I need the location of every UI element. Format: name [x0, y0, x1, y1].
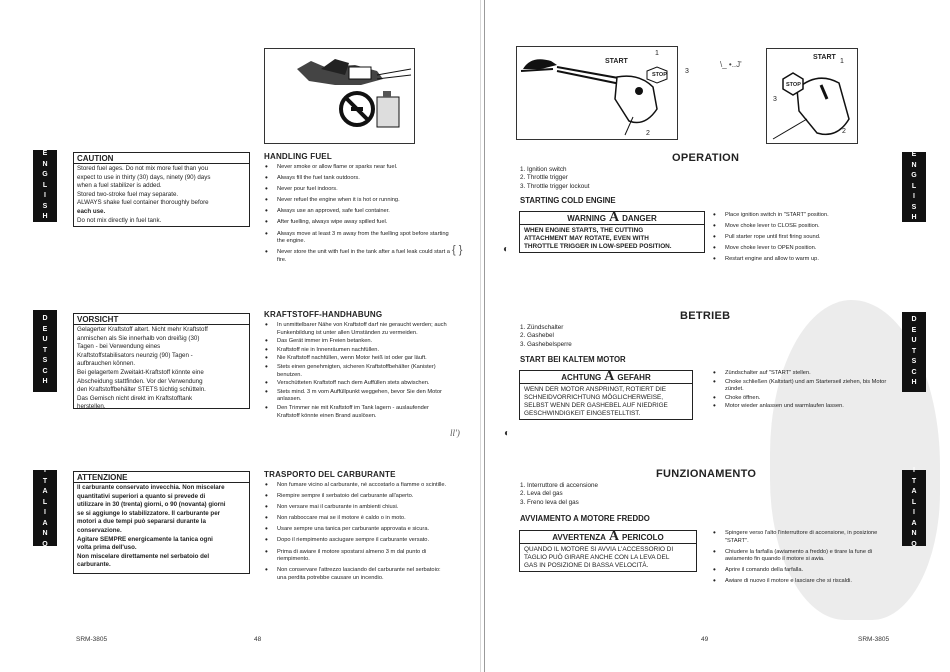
- list-item: • Kraftstoff nie in Innenräumen nachfüllen.: [264, 347, 450, 355]
- caution-line: expect to use in thirty (30) days, ninety (90) days: [77, 173, 211, 181]
- warning-line: QUANDO IL MOTORE SI AVVIA L'ACCESSORIO DI: [524, 546, 674, 553]
- tab-english: E N G L I S H: [902, 152, 926, 222]
- stop-label: STOP: [652, 72, 667, 78]
- warning-box: [519, 530, 697, 572]
- caution-title: CAUTION: [74, 154, 249, 164]
- step-item: • Place ignition switch in "START" position.: [712, 212, 872, 220]
- vorsicht-line: Bei gelagertem Zweitakt-Kraftstoff könnte eine: [77, 368, 204, 376]
- list-item: • Always use an approved, safe fuel container.: [264, 208, 450, 216]
- warning-line: GAS IN POSIZIONE DI BASSA VELOCITÀ.: [524, 562, 649, 569]
- step-item: • Move choke lever to CLOSE position.: [712, 223, 872, 231]
- list-item: • Non fumare vicino al carburante, né accostarlo a fiamme o scintille.: [264, 482, 450, 490]
- attenzione-line: motori a due tempi può separarsi durante la: [77, 518, 206, 526]
- tab-deutsch: D E U T S C H: [902, 312, 926, 392]
- warning-symbol: A: [604, 369, 615, 384]
- funzionamento-title: FUNZIONAMENTO: [656, 468, 757, 480]
- attenzione-line: utilizzare in 30 (trenta) giorni, o 90 (novanta) giorni: [77, 501, 226, 509]
- step-item: • Aprire il comando della farfalla.: [712, 567, 894, 575]
- trasporto-section: [264, 470, 450, 586]
- caution-line: Stored two-stroke fuel may separate.: [77, 190, 179, 198]
- vorsicht-line: Tagen - bei Verwendung eines: [77, 343, 161, 351]
- warning-label: WARNING: [567, 214, 606, 223]
- warning-line: SELBST WENN DER GASHEBEL AUF NIEDRIGE: [524, 402, 668, 409]
- vorsicht-line: Kraftstoffstabilisators neunzig (90) Tagen -: [77, 351, 193, 359]
- model-number: SRM-3805: [858, 636, 890, 643]
- list-item: • Non versare mai il carburante in ambienti chiusi.: [264, 504, 450, 512]
- warning-line: THROTTLE TRIGGER IN LOW-SPEED POSITION.: [524, 243, 672, 250]
- warning-line: WHEN ENGINE STARTS, THE CUTTING: [524, 227, 644, 234]
- tab-italiano: I T A L I A N O: [902, 470, 926, 546]
- caution-line: Do not mix directly in fuel tank.: [77, 216, 162, 224]
- vorsicht-box: [73, 313, 250, 409]
- part-list-item: 1. Zündschalter: [520, 324, 564, 331]
- step-item: • Awiare di nuovo il motore e lasciare che si riscaldi.: [712, 578, 894, 586]
- callout-number: 3: [773, 96, 777, 103]
- warning-line: WENN DER MOTOR ANSPRINGT, ROTIERT DIE: [524, 386, 667, 393]
- list-item: • Never refuel the engine when it is hot or running.: [264, 197, 450, 205]
- list-item: • Den Trimmer nie mit Kraftstoff im Tank lagern - auslaufender Kraftstoff könnte einen Brand auslösen.: [264, 405, 450, 420]
- avviamento-heading: AVVIAMENTO A MOTORE FREDDO: [520, 514, 650, 523]
- tab-english: E N G L I S H: [33, 150, 57, 222]
- part-list-item: 1. Ignition switch: [520, 166, 567, 173]
- danger-label: PERICOLO: [621, 533, 664, 542]
- no-smoking-illustration: [264, 48, 415, 144]
- callout-number: 2: [646, 130, 650, 137]
- image-artifact: \_ •..J': [720, 60, 742, 69]
- list-item: • Never smoke or allow flame or sparks near fuel.: [264, 164, 450, 172]
- callout-number: 1: [655, 50, 659, 57]
- step-item: • Motor wieder anlassen und warmlaufen lassen.: [712, 403, 892, 411]
- part-list-item: 3. Throttle trigger lockout: [520, 182, 590, 190]
- page-number: 49: [701, 636, 709, 643]
- scribble-mark: { }: [452, 244, 463, 256]
- step-item: • Pull starter rope until first firing sound.: [712, 234, 872, 242]
- list-item: • Usare sempre una tanica per carburante approvata e sicura.: [264, 526, 450, 534]
- vorsicht-line: aufbrauchen können.: [77, 360, 136, 368]
- list-item: • After fuelling, always wipe away spilled fuel.: [264, 219, 450, 227]
- list-item: • Non rabboccare mai se il motore è caldo o in moto.: [264, 515, 450, 523]
- list-item: • Never pour fuel indoors.: [264, 186, 450, 194]
- stop-label: STOP: [786, 82, 801, 88]
- betrieb-title: BETRIEB: [680, 310, 731, 322]
- vorsicht-line: Abscheidung stattfinden. Vor der Verwendung: [77, 377, 203, 385]
- caution-line: when a fuel stabilizer is added.: [77, 182, 162, 190]
- tab-deutsch: D E U T S C H: [33, 310, 57, 392]
- part-list-item: 1. Interruttore di accensione: [520, 482, 599, 489]
- model-number: SRM-3805: [76, 636, 108, 643]
- binding-hole-icon: ◐: [503, 244, 510, 255]
- warning-label: ACHTUNG: [561, 373, 602, 382]
- list-item: • Dopo il riempimento asciugare sempre il carburante versato.: [264, 537, 450, 545]
- warning-symbol: A: [608, 529, 619, 544]
- page-fold: [484, 0, 485, 672]
- attenzione-title: ATTENZIONE: [74, 473, 249, 483]
- step-item: • Restart engine and allow to warm up.: [712, 256, 872, 264]
- step-item: • Zündschalter auf "START" stellen.: [712, 370, 892, 378]
- warning-symbol: A: [608, 210, 620, 225]
- list-item: • Never store the unit with fuel in the tank after a fuel leak could start a fire.: [264, 249, 450, 264]
- start-bei-kaltem-motor-heading: START BEI KALTEM MOTOR: [520, 355, 626, 364]
- danger-label: GEFAHR: [617, 373, 651, 382]
- starting-cold-engine-heading: STARTING COLD ENGINE: [520, 196, 616, 205]
- list-item: • Always fill the fuel tank outdoors.: [264, 175, 450, 183]
- warning-line: ATTACHMENT MAY ROTATE, EVEN WITH: [524, 235, 649, 242]
- list-item: • Non conservare l'attrezzo lasciando del carburante nel serbatoio: una perdita potrebbe causare un incendio.: [264, 567, 450, 582]
- part-list-item: 3. Gashebelsperre: [520, 340, 572, 348]
- scribble-mark: ll'): [450, 428, 460, 438]
- callout-number: 1: [840, 58, 844, 65]
- part-list-item: 2. Leva del gas: [520, 490, 563, 498]
- callout-number: 3: [685, 68, 689, 75]
- list-item: • Riempire sempre il serbatoio del carburante all'aperto.: [264, 493, 450, 501]
- attenzione-line: carburante.: [77, 561, 111, 569]
- list-item: • In unmittelbarer Nähe von Kraftstoff darf nie geraucht werden; auch Funkenbildung ist unter allen Umständen zu vermeiden.: [264, 322, 450, 337]
- step-item: • Move choke lever to OPEN position.: [712, 245, 872, 253]
- warning-line: GESCHWINDIGKEIT EINGESTELLTIST.: [524, 410, 641, 417]
- handhabung-title: KRAFTSTOFF-HANDHABUNG: [264, 310, 383, 319]
- list-item: • Prima di awiare il motore spostarsi almeno 3 m dal punto di riempimento.: [264, 549, 450, 564]
- list-item: • Stets mind. 3 m vom Auffüllpunkt weggehen, bevor Sie den Motor anlassen.: [264, 389, 450, 404]
- kraftstoff-handhabung-section: [264, 310, 450, 421]
- vorsicht-line: den Kraftstoffbehälter STETS tüchtig schütteln.: [77, 386, 206, 394]
- caution-line: each use.: [77, 207, 106, 215]
- warning-box: [519, 370, 693, 420]
- part-list-item: 3. Freno leva del gas: [520, 498, 579, 506]
- vorsicht-title: VORSICHT: [74, 315, 249, 325]
- attenzione-line: quantitativi superiori a quanto si prevede di: [77, 492, 206, 500]
- attenzione-line: volta prima dell'uso.: [77, 544, 137, 552]
- step-item: • Chiudere la farfalla (awiamento a freddo) e tirare la fune di awiamento fin quando il motore si awia.: [712, 549, 894, 564]
- warning-line: SCHNEIDVORRICHTUNG MÖGLICHERWEISE,: [524, 394, 664, 401]
- attenzione-line: Agitare SEMPRE energicamente la tanica ogni: [77, 535, 213, 543]
- list-item: • Verschütteten Kraftstoff nach dem Auffüllen stets abwischen.: [264, 380, 450, 388]
- tab-italiano: I T A L I A N O: [33, 470, 57, 546]
- vorsicht-line: Das Gemisch nicht direkt im Kraftstofftank: [77, 394, 193, 402]
- binding-hole-icon: ◐: [504, 428, 511, 439]
- trimmer-controls-illustration: [516, 46, 678, 140]
- handling-fuel-section: [264, 152, 450, 268]
- page-number: 48: [254, 636, 262, 643]
- attenzione-line: Non miscelare direttamente nel serbatoio del: [77, 552, 210, 560]
- start-label: START: [813, 54, 836, 61]
- list-item: • Stets einen genehmigten, sicheren Kraftstoffbehälter (Kanister) benutzen.: [264, 364, 450, 379]
- part-list-item: 2. Gashebel: [520, 332, 554, 340]
- handling-fuel-title: HANDLING FUEL: [264, 152, 332, 161]
- caution-line: Stored fuel ages. Do not mix more fuel than you: [77, 165, 209, 172]
- list-item: • Always move at least 3 m away from the fuelling spot before starting the engine.: [264, 231, 450, 246]
- warning-line: TAGLIO PUÒ GIRARE ANCHE CON LA LEVA DEL: [524, 554, 670, 561]
- step-item: • Choke öffnen.: [712, 395, 892, 403]
- callout-number: 2: [842, 128, 846, 135]
- step-item: • Choke schließen (Kaltstart) und am Starterseil ziehen, bis Motor zündet.: [712, 379, 892, 394]
- caution-line: ALWAYS shake fuel container thoroughly before: [77, 199, 209, 207]
- step-item: • Spingere verso l'alto l'interruttore di accensione, in posizione "START".: [712, 530, 894, 545]
- warning-label: AVVERTENZA: [552, 533, 606, 542]
- start-label: START: [605, 58, 628, 65]
- warning-box: [519, 211, 705, 253]
- attenzione-line: conservazione.: [77, 526, 122, 534]
- attenzione-box: [73, 471, 250, 574]
- caution-box: [73, 152, 250, 227]
- vorsicht-line: anmischen als Sie innerhalb von dreißig (30): [77, 334, 200, 342]
- vorsicht-line: Gelagerter Kraftstoff altert. Nicht mehr Kraftstoff: [77, 326, 208, 333]
- trasporto-title: TRASPORTO DEL CARBURANTE: [264, 470, 396, 479]
- list-item: • Nie Kraftstoff nachfüllen, wenn Motor heiß ist oder gar läuft.: [264, 355, 450, 363]
- attenzione-line: se si aggiunge lo stabilizzatore. Il carburante per: [77, 509, 221, 517]
- list-item: • Das Gerät immer im Freien betanken.: [264, 338, 450, 346]
- danger-label: DANGER: [622, 214, 657, 223]
- vorsicht-line: herstellen.: [77, 403, 106, 411]
- operation-title: OPERATION: [672, 152, 740, 164]
- attenzione-line: Il carburante conservato invecchia. Non miscelare: [77, 484, 225, 491]
- part-list-item: 2. Throttle trigger: [520, 174, 568, 182]
